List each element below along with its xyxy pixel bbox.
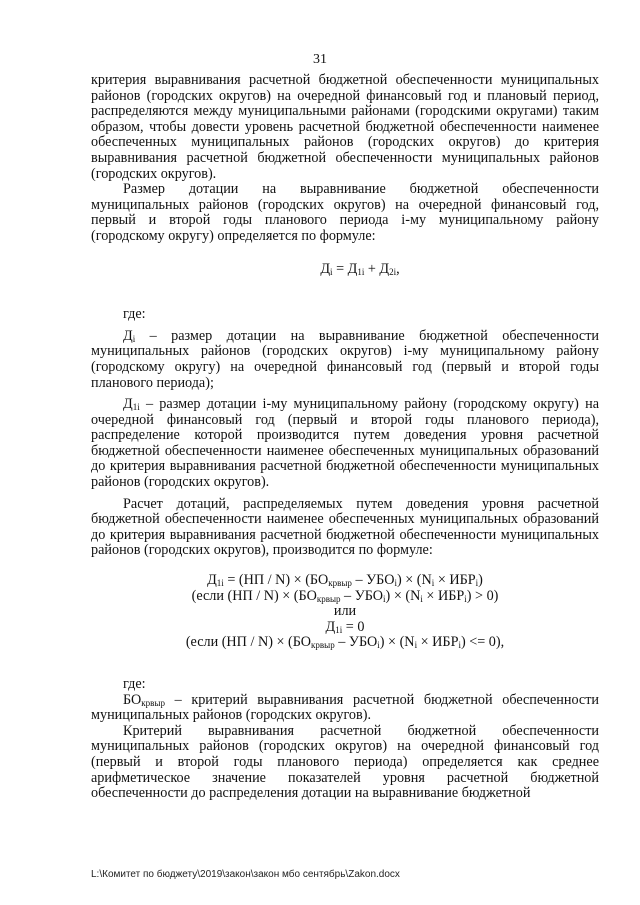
where-label-1: где: xyxy=(123,306,146,323)
document-body xyxy=(91,73,599,802)
formula-1: $Д_i = Д_{1i} + Д_{2i}$, xyxy=(320,260,400,277)
paragraph-4: Критерий выравнивания расчетной бюджетной обеспеченности муниципальных районов (городских округов) на очередной финансовый год (первый и второй годы планового периода) определяется как среднее арифметическое значение показателей уровня расчетной бюджетной обеспеченности до распределения дотации на выравнивание бюджетной xyxy=(91,722,599,802)
formula-2-line-5: (если $(НП / N) \times (БО_{крвыр} - УБО_i) \times (N_i \times ИБР_i) <= 0$), xyxy=(185,634,505,651)
definition-bo-krvyr: $БО_{крвыр}$ – критерий выравнивания расчетной бюджетной обеспеченности муниципальных районов (городских округов). xyxy=(91,691,599,724)
paragraph-2: Размер дотации на выравнивание бюджетной обеспеченности муниципальных районов (городских округов) на очередной финансовый год, первый и второй годы планового периода i-му муниципальному району (городскому округу) определяется по формуле: xyxy=(91,181,599,244)
where-label-2: где: xyxy=(123,676,146,692)
formula-2 xyxy=(91,573,599,651)
paragraph-1: критерия выравнивания расчетной бюджетной обеспеченности муниципальных районов (городских округов) на очередной финансовый год и плановый период, распределяются между муниципальными районами (городскими округами) таким образом, чтобы довести уровень расчетной бюджетной обеспеченности наименее обеспеченных муниципальных районов (городских округов) до критерия выравнивания расчетной бюджетной обеспеченности муниципальных районов (городских округов). xyxy=(91,72,599,182)
file-path-footer: L:\Комитет по бюджету\2019\закон\закон мбо сентябрь\Zakon.docx xyxy=(91,869,400,880)
formula-2-or: или xyxy=(333,603,357,620)
formula-2-line-2: (если $(НП / N) \times (БО_{крвыр} - УБО_i) \times (N_i \times ИБР_i) > 0$) xyxy=(191,587,499,604)
formula-2-line-4: $Д_{1i} = 0$ xyxy=(325,618,365,635)
definition-d-i: $Д_i$ – размер дотации на выравнивание бюджетной обеспеченности муниципальных районов (городских округов) i-му муниципальному району (городскому округу) на очередной финансовый год (первый и второй годы планового периода); xyxy=(91,327,599,391)
page-number: 31 xyxy=(313,52,327,67)
paragraph-3: Расчет дотаций, распределяемых путем доведения уровня расчетной бюджетной обеспеченности наименее обеспеченных муниципальных образований до критерия выравнивания расчетной бюджетной обеспеченности муниципальных районов (городских округов), производится по формуле: xyxy=(91,495,599,559)
definition-d-1i: $Д_{1i}$ – размер дотации i-му муниципальному району (городскому округу) на очередной финансовый год (первый и второй годы планового периода), распределение которой производится путем доведения уровня расчетной бюджетной обеспеченности наименее обеспеченных муниципальных образований до критерия выравнивания расчетной бюджетной обеспеченности муниципальных районов (городских округов). xyxy=(91,396,599,491)
formula-2-line-1: $Д_{1i} = (НП / N) \times (БО_{крвыр} - УБО_i) \times (N_i \times ИБР_i)$ xyxy=(207,572,483,589)
